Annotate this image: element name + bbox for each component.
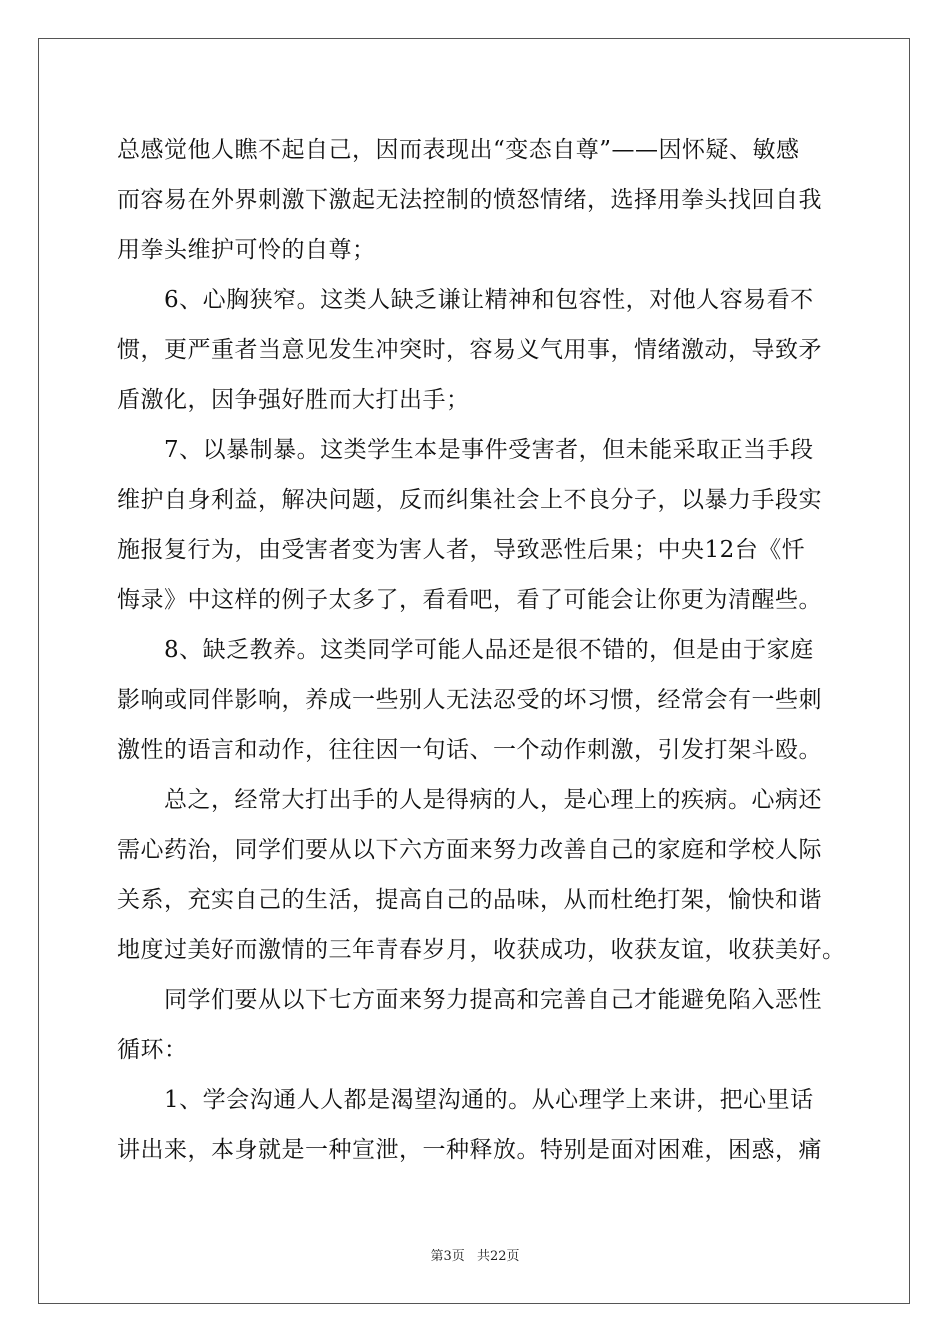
text-line: 8、缺乏教养。这类同学可能人品还是很不错的，但是由于家庭 [117,637,814,663]
text-line: 循环： [117,1037,188,1063]
text-line: 关系，充实自己的生活，提高自己的品味，从而杜绝打架，愉快和谐 [117,887,822,913]
text-line: 7、以暴制暴。这类学生本是事件受害者，但未能采取正当手段 [117,437,814,463]
text-line: 维护自身利益，解决问题，反而纠集社会上不良分子，以暴力手段实 [117,487,822,513]
text-line: 惯，更严重者当意见发生冲突时，容易义气用事，情绪激动，导致矛 [117,337,822,363]
text-line: 讲出来，本身就是一种宣泄，一种释放。特别是面对困难，困惑，痛 [117,1137,822,1163]
text-line: 需心药治，同学们要从以下六方面来努力改善自己的家庭和学校人际 [117,837,822,863]
text-line: 而容易在外界刺激下激起无法控制的愤怒情绪，选择用拳头找回自我 [117,187,822,213]
page-total: 共22页 [476,1249,520,1264]
text-line: 悔录》中这样的例子太多了，看看吧，看了可能会让你更为清醒些。 [117,587,822,613]
text-line: 地度过美好而激情的三年青春岁月，收获成功，收获友谊，收获美好。 [117,937,846,963]
text-line: 用拳头维护可怜的自尊； [117,237,376,263]
text-line: 同学们要从以下七方面来努力提高和完善自己才能避免陷入恶性 [117,987,822,1013]
text-line: 6、心胸狭窄。这类人缺乏谦让精神和包容性，对他人容易看不 [117,287,814,313]
text-line: 影响或同伴影响，养成一些别人无法忍受的坏习惯，经常会有一些刺 [117,687,822,713]
text-line: 盾激化，因争强好胜而大打出手； [117,387,470,413]
text-line: 1、学会沟通人人都是渴望沟通的。从心理学上来讲，把心里话 [117,1087,814,1113]
page-footer [0,1248,950,1266]
document-body [117,125,846,1175]
text-line: 激性的语言和动作，往往因一句话、一个动作刺激，引发打架斗殴。 [117,737,822,763]
text-line: 施报复行为，由受害者变为害人者，导致恶性后果；中央12台《忏 [117,537,806,563]
text-line: 总之，经常大打出手的人是得病的人，是心理上的疾病。心病还 [117,787,822,813]
text-line: 总感觉他人瞧不起自己，因而表现出“变态自尊”——因怀疑、敏感 [117,137,800,163]
page-number: 第3页 [430,1249,465,1264]
